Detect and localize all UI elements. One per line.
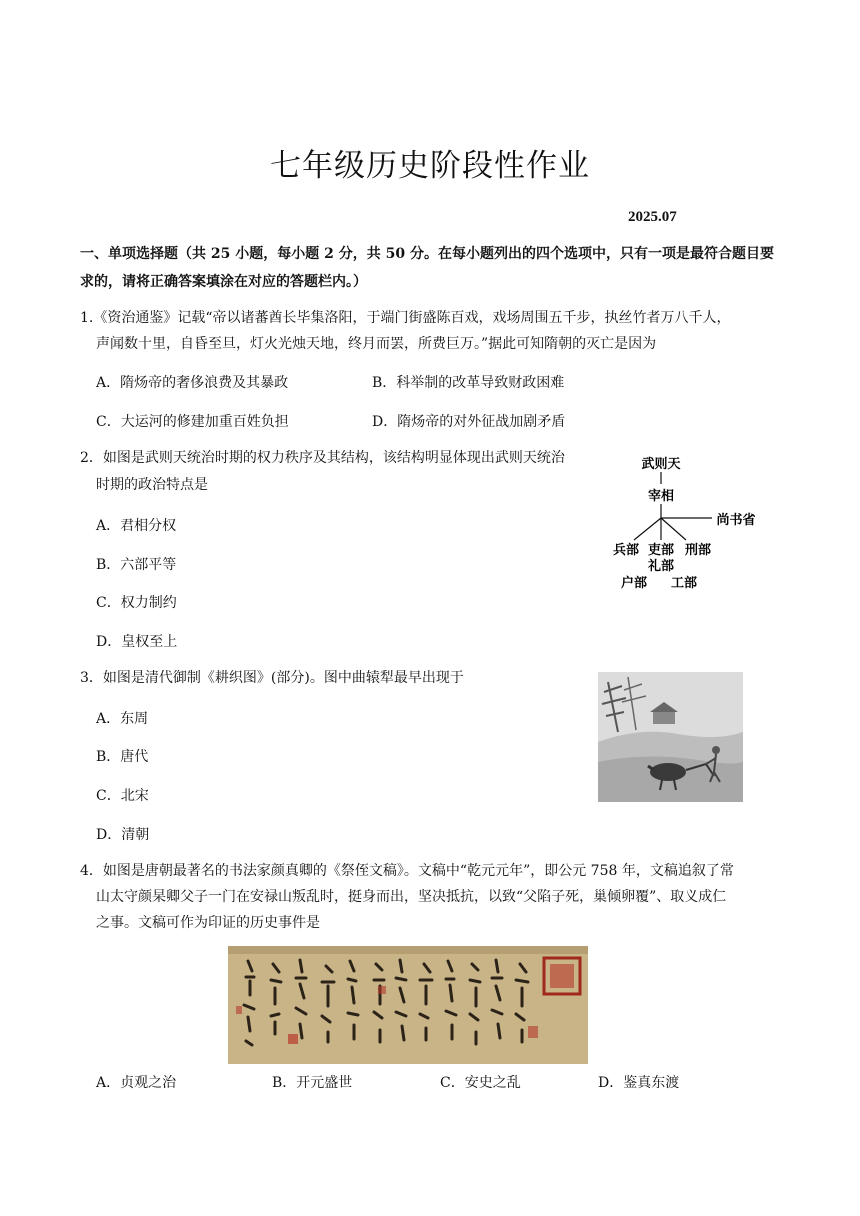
- section-heading: 一、单项选择题（共 25 小题，每小题 2 分，共 50 分。在每小题列出的四个选项中，只有一项是最符合题目要求的，请将正确答案填涂在对应的答题栏内。）: [80, 246, 774, 290]
- question-3-option-a[interactable]: A．东周: [96, 711, 149, 727]
- diagram-hubu-label: 户部: [620, 576, 648, 591]
- question-2-option-d[interactable]: D．皇权至上: [96, 634, 178, 650]
- question-4-line-1: 4．如图是唐朝最著名的书法家颜真卿的《祭侄文稿》。文稿中“乾元元年”，即公元 758 年，文稿追叙了常: [80, 863, 734, 879]
- page-title: 七年级历史阶段性作业: [270, 148, 590, 184]
- question-2-line-1: 2．如图是武则天统治时期的权力秩序及其结构，该结构明显体现出武则天统治: [80, 450, 565, 466]
- diagram-chancellor-label: 宰相: [647, 489, 675, 504]
- question-2-line-2: 时期的政治特点是: [96, 477, 208, 493]
- question-3-option-d[interactable]: D．清朝: [96, 827, 150, 843]
- question-4-line-2: 山太守颜杲卿父子一门在安禄山叛乱时，挺身而出，坚决抵抗，以致“父陷子死，巢倾卵覆”、取义成仁: [96, 889, 727, 905]
- question-2-option-a[interactable]: A．君相分权: [96, 518, 177, 534]
- diagram-bingbu-label: 兵部: [612, 543, 640, 558]
- question-4-option-c[interactable]: C．安史之乱: [440, 1075, 521, 1091]
- question-1-option-d[interactable]: D．隋炀帝的对外征战加剧矛盾: [372, 414, 566, 430]
- plowing-painting-image: [598, 672, 743, 802]
- question-4-option-b[interactable]: B．开元盛世: [272, 1075, 353, 1091]
- question-3-option-b[interactable]: B．唐代: [96, 749, 149, 765]
- diagram-shangshu-label: 尚书省: [716, 513, 756, 528]
- question-1-option-a[interactable]: A．隋炀帝的奢侈浪费及其暴政: [96, 375, 289, 391]
- question-1-option-b[interactable]: B．科举制的改革导致财政困难: [372, 375, 565, 391]
- diagram-emperor-label: 武则天: [641, 457, 681, 472]
- question-1-line-1: 1.《资治通鉴》记载“帝以诸蕃酋长毕集洛阳，于端门街盛陈百戏，戏场周围五千步，执丝竹者万八千人，: [80, 310, 731, 326]
- question-4-option-a[interactable]: A．贞观之治: [96, 1075, 177, 1091]
- question-3-line-1: 3．如图是清代御制《耕织图》(部分)。图中曲辕犁最早出现于: [80, 670, 464, 686]
- diagram-gongbu-label: 工部: [670, 576, 698, 591]
- question-3-option-c[interactable]: C．北宋: [96, 788, 149, 804]
- diagram-xingbu-label: 刑部: [684, 543, 712, 558]
- question-4-line-3: 之事。文稿可作为印证的历史事件是: [96, 915, 320, 931]
- question-2-option-b[interactable]: B．六部平等: [96, 557, 177, 573]
- power-structure-diagram: [606, 452, 766, 602]
- question-1-line-2: 声闻数十里，自昏至旦，灯火光烛天地，终月而罢，所费巨万。”据此可知隋朝的灭亡是因为: [96, 336, 657, 352]
- calligraphy-manuscript-image: [228, 946, 588, 1064]
- diagram-libu2-label: 礼部: [647, 559, 675, 574]
- question-4-option-d[interactable]: D．鉴真东渡: [598, 1075, 680, 1091]
- question-1-option-c[interactable]: C．大运河的修建加重百姓负担: [96, 414, 289, 430]
- date: 2025.07: [628, 209, 677, 225]
- diagram-libu-label: 吏部: [647, 543, 675, 558]
- question-2-option-c[interactable]: C．权力制约: [96, 595, 177, 611]
